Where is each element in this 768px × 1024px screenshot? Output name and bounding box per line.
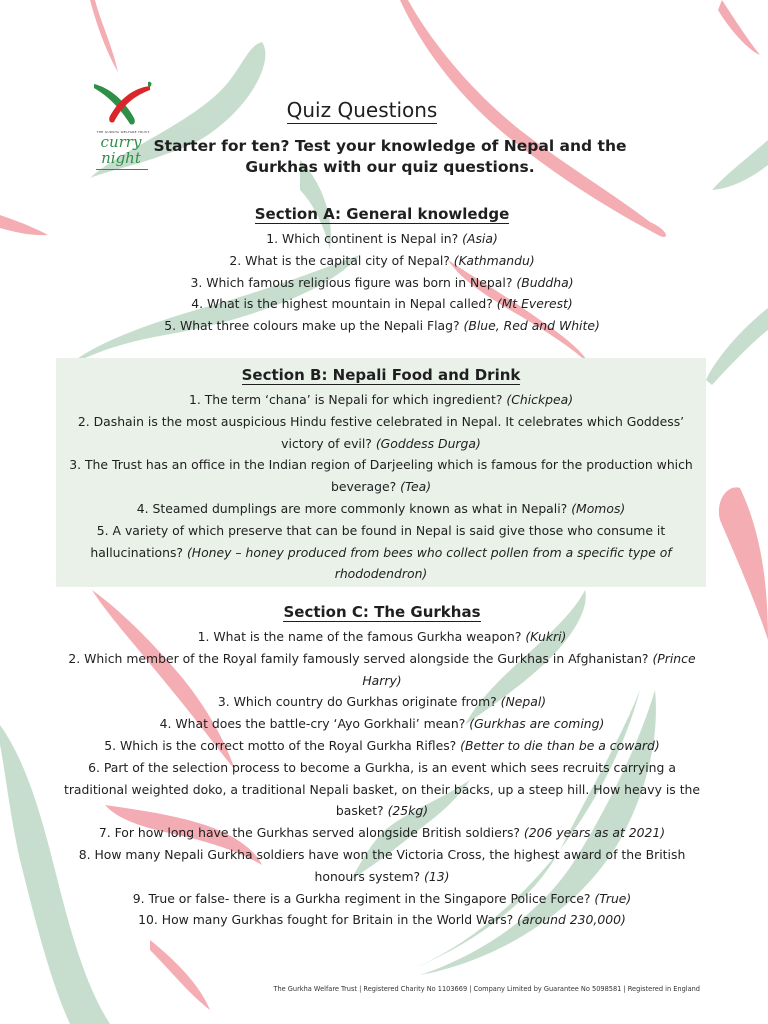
answer: (Blue, Red and White) bbox=[463, 318, 600, 334]
section-heading: Section B: Nepali Food and Drink bbox=[241, 366, 521, 384]
answer: (Mt Everest) bbox=[496, 296, 573, 312]
question: 5. What three colours make up the Nepali Flag? (Blue, Red and White) bbox=[164, 318, 600, 334]
answer: (Nepal) bbox=[500, 694, 547, 710]
question: 2. Dashain is the most auspicious Hindu festive celebrated in Nepal. It celebrates which Goddess’ victory of evil? (Goddess Durga) bbox=[77, 413, 685, 451]
logo-word-night: night bbox=[101, 149, 141, 167]
question: 6. Part of the selection process to become a Gurkha, is an event which sees recruits carrying a traditional weighted doko, a traditional Nepali basket, on their backs, up a steep hill. How heavy is the basket? (25kg) bbox=[63, 759, 701, 819]
section-c bbox=[60, 603, 704, 931]
answer: (206 years as at 2021) bbox=[523, 825, 666, 841]
answer: (Prince Harry) bbox=[362, 650, 696, 688]
question: 4. What is the highest mountain in Nepal called? (Mt Everest) bbox=[191, 296, 573, 312]
answer: (Better to die than be a coward) bbox=[460, 737, 660, 753]
question: 1. What is the name of the famous Gurkha weapon? (Kukri) bbox=[197, 629, 567, 644]
section-b bbox=[56, 358, 706, 587]
question: 9. True or false- there is a Gurkha regiment in the Singapore Police Force? (True) bbox=[132, 890, 632, 906]
logo-fine-print: THE GURKHA WELFARE TRUST bbox=[96, 130, 150, 134]
answer: (Honey – honey produced from bees who collect pollen from a specific type of rhododendron) bbox=[186, 544, 672, 582]
question: 2. Which member of the Royal family famously served alongside the Gurkhas in Afghanistan? (Prince Harry) bbox=[68, 650, 696, 688]
question: 1. Which continent is Nepal in? (Asia) bbox=[266, 231, 498, 246]
question: 5. Which is the correct motto of the Royal Gurkha Rifles? (Better to die than be a coward) bbox=[104, 737, 660, 753]
answer: (Gurkhas are coming) bbox=[469, 716, 605, 732]
question: 5. A variety of which preserve that can be found in Nepal is said give those who consume it hallucinations? (Honey – honey produced from bees who collect pollen from a specific type of rhododendron) bbox=[90, 522, 672, 582]
footer-legal-text: The Gurkha Welfare Trust | Registered Charity No 1103669 | Company Limited by Guarantee No 5098581 | Registered in England bbox=[273, 985, 700, 993]
answer: (13) bbox=[424, 868, 450, 884]
section-heading: Section A: General knowledge bbox=[254, 205, 510, 223]
answer: (Tea) bbox=[400, 479, 432, 495]
question: 3. Which country do Gurkhas originate from? (Nepal) bbox=[217, 694, 547, 710]
answer: (Kukri) bbox=[525, 629, 567, 644]
answer: (Momos) bbox=[571, 500, 626, 516]
question: 8. How many Nepali Gurkha soldiers have won the Victoria Cross, the highest award of the British honours system? (13) bbox=[78, 846, 686, 884]
answer: (Buddha) bbox=[516, 274, 574, 290]
section-heading: Section C: The Gurkhas bbox=[283, 603, 481, 621]
logo-word-curry: curry bbox=[100, 133, 142, 151]
question: 4. What does the battle-cry ‘Ayo Gorkhali’ mean? (Gurkhas are coming) bbox=[159, 716, 605, 732]
question: 3. Which famous religious figure was born in Nepal? (Buddha) bbox=[190, 274, 574, 290]
question: 1. The term ‘chana’ is Nepali for which ingredient? (Chickpea) bbox=[188, 392, 574, 407]
answer: (Asia) bbox=[462, 231, 498, 246]
page-subtitle: Starter for ten? Test your knowledge of Nepal and the Gurkhas with our quiz questions. bbox=[153, 137, 627, 176]
answer: (25kg) bbox=[387, 803, 429, 819]
question: 7. For how long have the Gurkhas served alongside British soldiers? (206 years as at 2021) bbox=[98, 825, 666, 841]
question: 4. Steamed dumplings are more commonly known as what in Nepali? (Momos) bbox=[136, 500, 626, 516]
question: 10. How many Gurkhas fought for Britain in the World Wars? (around 230,000) bbox=[138, 912, 626, 928]
answer: (Kathmandu) bbox=[453, 252, 535, 268]
answer: (Goddess Durga) bbox=[375, 435, 481, 451]
page-title: Quiz Questions bbox=[286, 98, 438, 122]
question: 2. What is the capital city of Nepal? (Kathmandu) bbox=[229, 252, 535, 268]
section-a bbox=[60, 205, 704, 337]
answer: (True) bbox=[594, 890, 632, 906]
question: 3. The Trust has an office in the Indian region of Darjeeling which is famous for the production which beverage? (Tea) bbox=[69, 457, 693, 495]
answer: (around 230,000) bbox=[517, 912, 626, 928]
answer: (Chickpea) bbox=[506, 392, 574, 407]
